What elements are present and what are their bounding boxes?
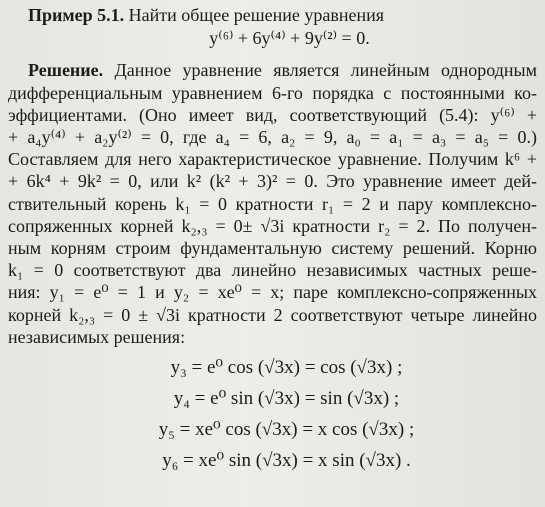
- solution-line-13: независимых решения:: [8, 326, 186, 347]
- example-task: Найти общее решение уравнения: [128, 5, 385, 25]
- solution-line-11: ния: y₁ = e⁰ = 1 и y₂ = xe⁰ = x; паре комплексно-сопряженных: [8, 282, 537, 303]
- solution-line-3: эффициентами. (Оно имеет вид, соответствующий (5.4): y⁽⁶⁾ +: [8, 104, 537, 125]
- solution-title: Решение.: [28, 60, 104, 81]
- solution-line-8: сопряженных корней k₂,₃ = 0± √3i кратности r₂ = 2. По получен-: [8, 215, 537, 236]
- formula-y6: y₆ = xe⁰ sin (√3x) = x sin (√3x) .: [162, 450, 411, 472]
- solution-line-9: ным корням строим фундаментальную систему решений. Корню: [8, 238, 537, 259]
- solution-line-5: Составляем для него характеристическое уравнение. Получим k⁶ +: [8, 149, 537, 170]
- solution-line-4: + a₄y⁽⁴⁾ + a₂y⁽²⁾ = 0, где a₄ = 6, a₂ = 9, a₀ = a₁ = a₃ = a₅ = 0.): [8, 127, 537, 148]
- solution-line-6: + 6k⁴ + 9k² = 0, или k² (k² + 3)² = 0. Это уравнение имеет дей-: [8, 171, 537, 192]
- main-equation: y⁽⁶⁾ + 6y⁽⁴⁾ + 9y⁽²⁾ = 0.: [209, 28, 370, 49]
- formula-y5: y₅ = xe⁰ cos (√3x) = x cos (√3x) ;: [158, 419, 415, 441]
- solution-line-1: [8, 59, 537, 81]
- solution-line-12: корней k₂,₃ = 0 ± √3i кратности 2 соответствуют четыре линейно: [8, 304, 537, 325]
- solution-formulas: [8, 352, 537, 476]
- solution-line-1-text: Данное уравнение является линейным однородным: [103, 60, 537, 81]
- formula-y3: y₃ = e⁰ cos (√3x) = cos (√3x) ;: [170, 357, 403, 379]
- example-heading: [28, 4, 537, 26]
- example-title: Пример 5.1.: [28, 5, 125, 25]
- solution-line-10: k₁ = 0 соответствуют два линейно независимых частных реше-: [8, 260, 537, 281]
- solution-line-2: дифференциальным уравнением 6-го порядка с постоянными ко-: [8, 82, 537, 103]
- solution-paragraph: [8, 59, 537, 348]
- formula-y4: y₄ = e⁰ sin (√3x) = sin (√3x) ;: [173, 388, 400, 410]
- solution-line-7: ствительный корень k₁ = 0 кратности r₁ = 2 и пару комплексно-: [8, 193, 537, 214]
